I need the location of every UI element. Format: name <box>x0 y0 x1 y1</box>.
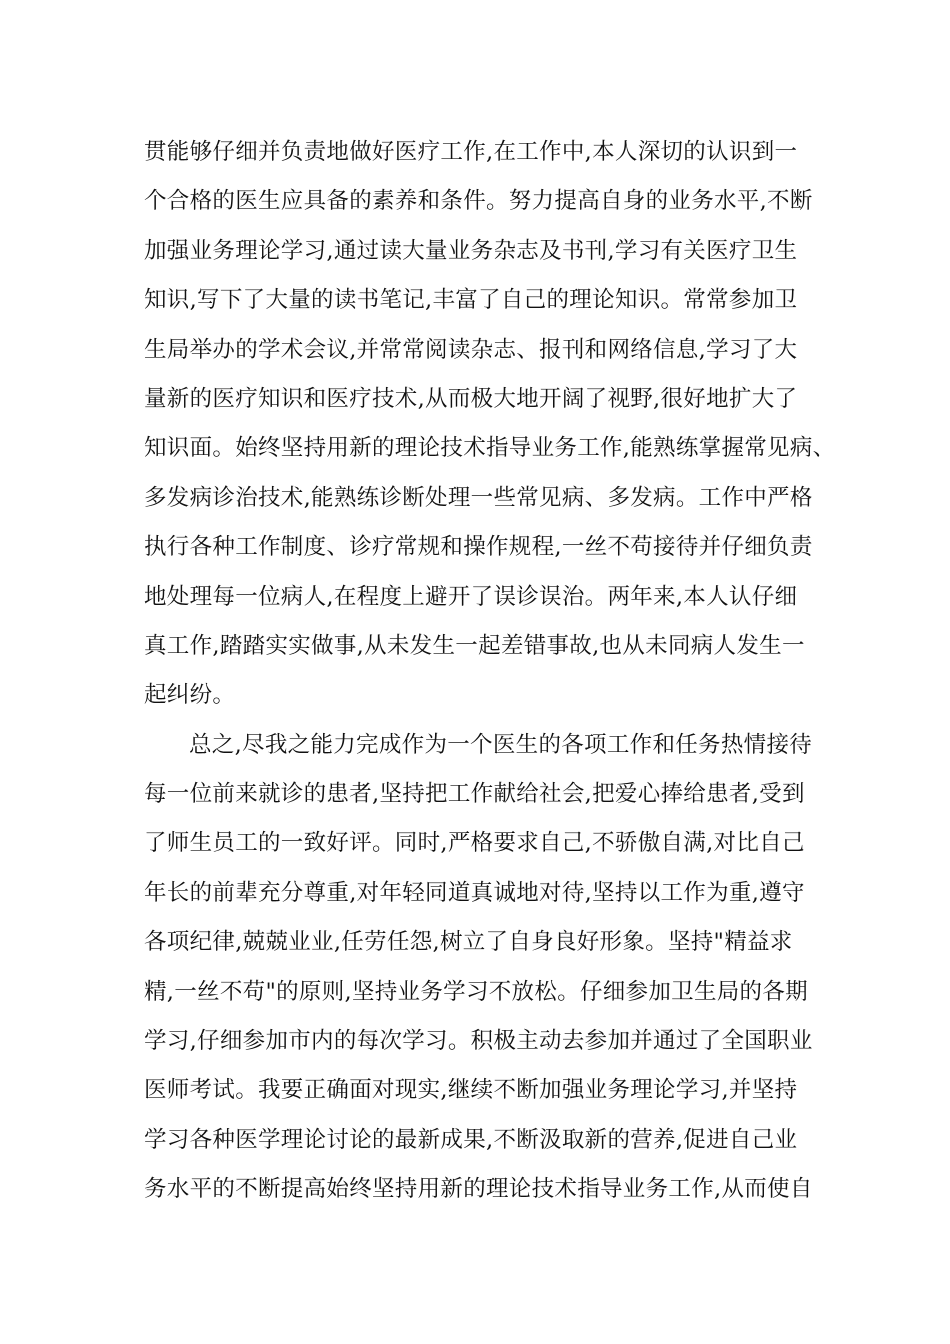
text-line: 知识,写下了大量的读书笔记,丰富了自己的理论知识。常常参加卫 <box>144 287 798 314</box>
text-line: 起纠纷。 <box>144 682 236 709</box>
text-line: 了师生员工的一致好评。同时,严格要求自己,不骄傲自满,对比自己 <box>144 830 805 857</box>
text-line: 贯能够仔细并负责地做好医疗工作,在工作中,本人深切的认识到一 <box>144 139 798 165</box>
text-line: 量新的医疗知识和医疗技术,从而极大地开阔了视野,很好地扩大了 <box>144 385 798 412</box>
text-line: 个合格的医生应具备的素养和条件。努力提高自身的业务水平,不断 <box>144 188 813 215</box>
text-line: 真工作,踏踏实实做事,从未发生一起差错事故,也从未同病人发生一 <box>144 632 805 659</box>
text-line: 总之,尽我之能力完成作为一个医生的各项工作和任务热情接待 <box>189 731 813 758</box>
text-line: 知识面。始终坚持用新的理论技术指导业务工作,能熟练掌握常见病、 <box>144 435 836 462</box>
text-line: 年长的前辈充分尊重,对年轻同道真诚地对待,坚持以工作为重,遵守 <box>144 879 805 906</box>
text-line: 学习各种医学理论讨论的最新成果,不断汲取新的营养,促进自己业 <box>144 1126 798 1153</box>
text-line: 医师考试。我要正确面对现实,继续不断加强业务理论学习,并坚持 <box>144 1077 798 1104</box>
text-line: 学习,仔细参加市内的每次学习。积极主动去参加并通过了全国职业 <box>144 1028 813 1055</box>
text-line: 每一位前来就诊的患者,坚持把工作献给社会,把爱心捧给患者,受到 <box>144 781 805 808</box>
text-line: 地处理每一位病人,在程度上避开了误诊误治。两年来,本人认仔细 <box>144 583 798 610</box>
text-line: 多发病诊治技术,能熟练诊断处理一些常见病、多发病。工作中严格 <box>144 484 813 511</box>
text-line: 生局举办的学术会议,并常常阅读杂志、报刊和网络信息,学习了大 <box>144 336 798 363</box>
text-line: 精,一丝不苟"的原则,坚持业务学习不放松。仔细参加卫生局的各期 <box>144 978 808 1005</box>
body-text <box>144 128 834 1215</box>
text-line: 加强业务理论学习,通过读大量业务杂志及书刊,学习有关医疗卫生 <box>144 237 798 264</box>
text-line: 执行各种工作制度、诊疗常规和操作规程,一丝不苟接待并仔细负责 <box>144 534 813 561</box>
text-line: 各项纪律,兢兢业业,任劳任怨,树立了自身良好形象。坚持"精益求 <box>144 929 793 956</box>
text-line: 务水平的不断提高始终坚持用新的理论技术指导业务工作,从而使自 <box>144 1176 813 1203</box>
